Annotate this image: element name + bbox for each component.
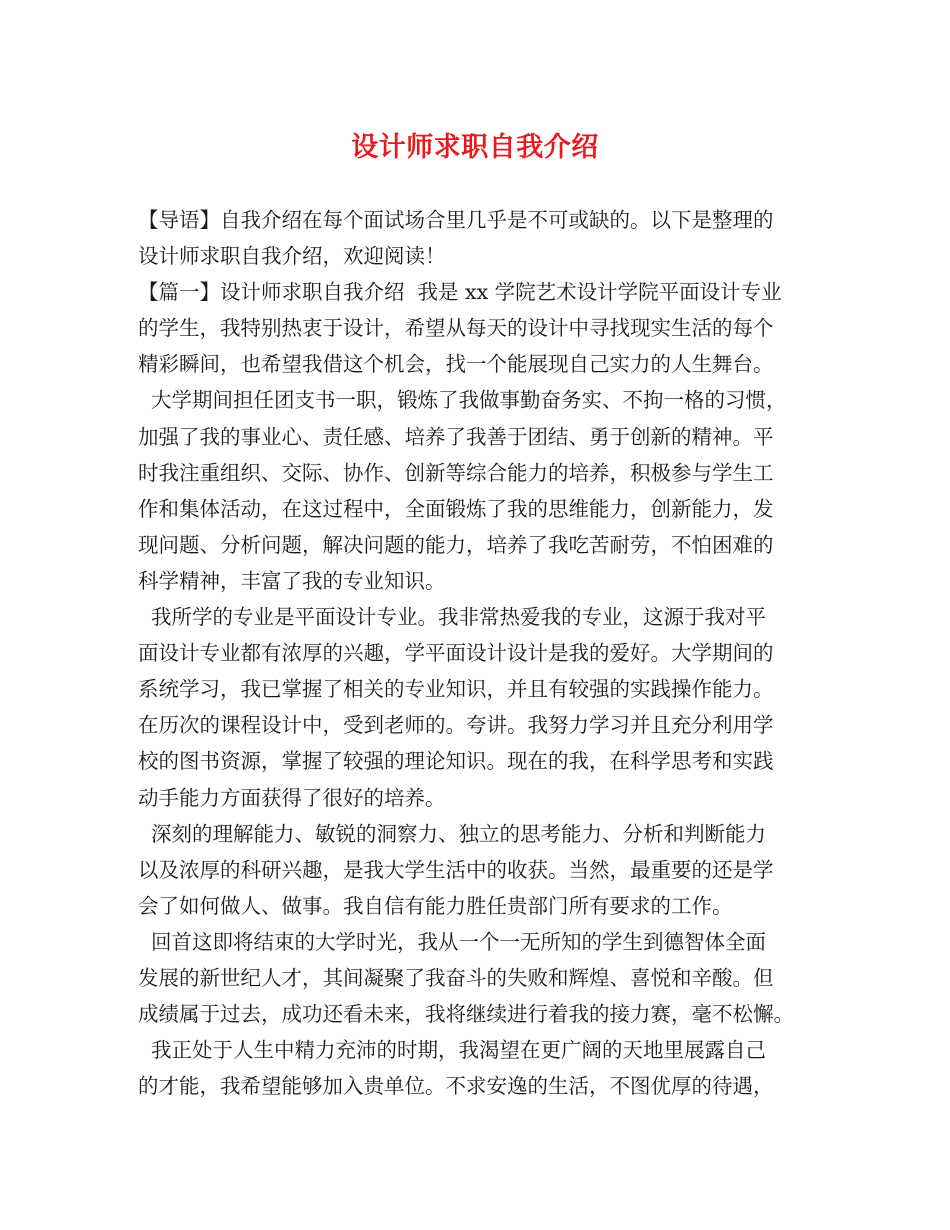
body-line: 时我注重组织、交际、协作、创新等综合能力的培养，积极参与学生工 xyxy=(138,460,774,485)
body-line: 系统学习，我已掌握了相关的专业知识，并且有较强的实践操作能力。 xyxy=(138,677,774,702)
body-line: 大学期间担任团支书一职，锻炼了我做事勤奋务实、不拘一格的习惯， xyxy=(138,388,787,413)
body-line: 会了如何做人、做事。我自信有能力胜任贵部门所有要求的工作。 xyxy=(138,893,733,918)
body-line: 面设计专业都有浓厚的兴趣，学平面设计设计是我的爱好。大学期间的 xyxy=(138,641,774,666)
body-line: 在历次的课程设计中，受到老师的。夸讲。我努力学习并且充分利用学 xyxy=(138,713,774,738)
body-line: 加强了我的事业心、责任感、培养了我善于团结、勇于创新的精神。平 xyxy=(138,424,774,449)
body-line: 精彩瞬间，也希望我借这个机会，找一个能展现自己实力的人生舞台。 xyxy=(138,352,774,377)
body-line: 作和集体活动，在这过程中，全面锻炼了我的思维能力，创新能力，发 xyxy=(138,496,774,521)
body-line: 我所学的专业是平面设计专业。我非常热爱我的专业，这源于我对平 xyxy=(138,605,767,630)
body-line: 校的图书资源，掌握了较强的理论知识。现在的我，在科学思考和实践 xyxy=(138,749,774,774)
document-title: 设计师求职自我介绍 xyxy=(351,132,599,163)
body-line: 发展的新世纪人才，其间凝聚了我奋斗的失败和辉煌、喜悦和辛酸。但 xyxy=(138,965,774,990)
body-line: 【篇一】设计师求职自我介绍 我是 xx 学院艺术设计学院平面设计专业 xyxy=(138,280,782,305)
body-line: 设计师求职自我介绍，欢迎阅读！ xyxy=(138,244,446,269)
body-line: 的学生，我特别热衷于设计，希望从每天的设计中寻找现实生活的每个 xyxy=(138,316,774,341)
body-line: 以及浓厚的科研兴趣，是我大学生活中的收获。当然，最重要的还是学 xyxy=(138,857,774,882)
body-line: 科学精神，丰富了我的专业知识。 xyxy=(138,568,446,593)
body-line: 成绩属于过去，成功还看未来，我将继续进行着我的接力赛，毫不松懈。 xyxy=(138,1002,794,1027)
body-line: 我正处于人生中精力充沛的时期，我渴望在更广阔的天地里展露自己 xyxy=(138,1038,767,1063)
body-line: 的才能，我希望能够加入贵单位。不求安逸的生活，不图优厚的待遇， xyxy=(138,1074,774,1099)
body-line: 回首这即将结束的大学时光，我从一个一无所知的学生到德智体全面 xyxy=(138,929,767,954)
body-line: 现问题、分析问题，解决问题的能力，培养了我吃苦耐劳，不怕困难的 xyxy=(138,532,774,557)
document-body xyxy=(138,202,828,1104)
body-line: 【导语】自我介绍在每个面试场合里几乎是不可或缺的。以下是整理的 xyxy=(138,208,774,232)
body-line: 动手能力方面获得了很好的培养。 xyxy=(138,785,446,810)
body-line: 深刻的理解能力、敏锐的洞察力、独立的思考能力、分析和判断能力 xyxy=(138,821,767,846)
